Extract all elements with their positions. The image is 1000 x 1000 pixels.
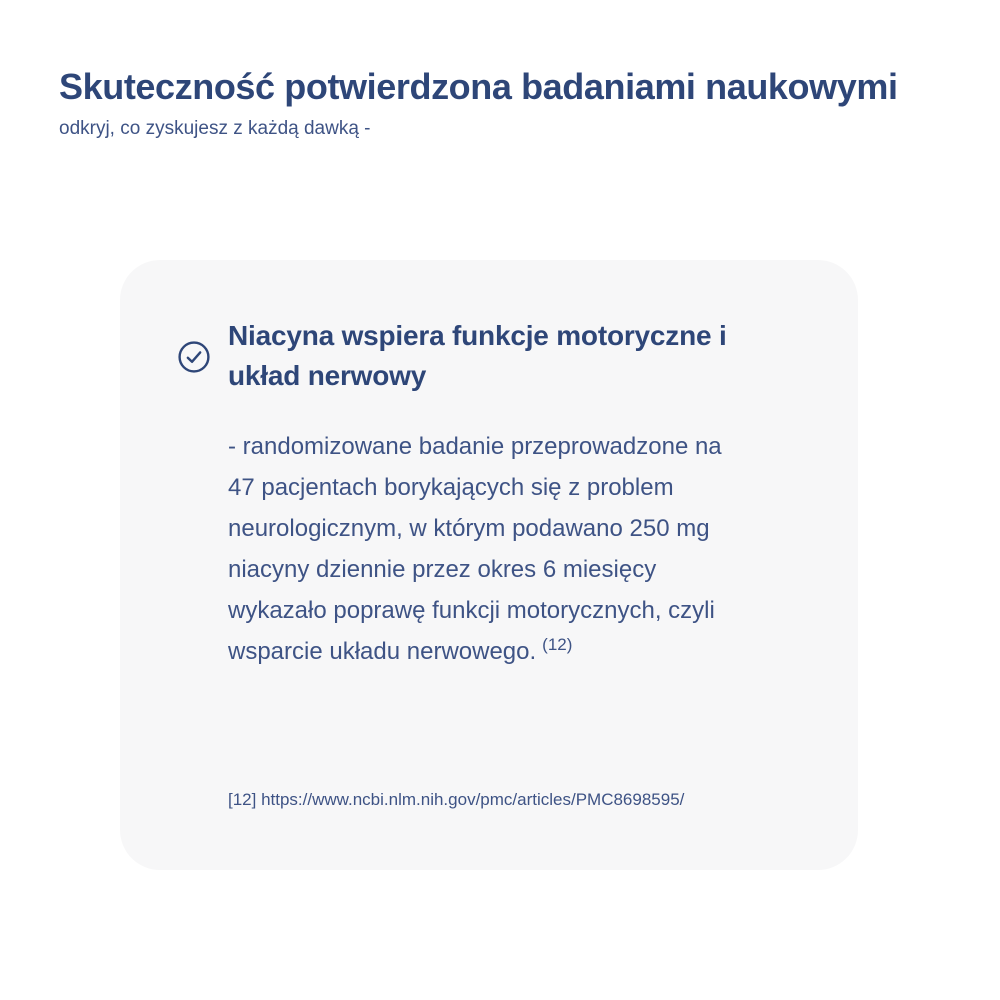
card-body (228, 426, 828, 672)
reference-marker: (12) (542, 635, 573, 654)
card-body-text: - randomizowane badanie przeprowadzone na 47 pacjentach borykających się z problem neurologicznym, w którym podawano 250 mg niacyny dziennie przez okres 6 miesięcy wykazało poprawę funkcji motorycznych, czyli wsparcie układu nerwowego. (228, 433, 722, 665)
citation-link[interactable]: [12] https://www.ncbi.nlm.nih.gov/pmc/articles/PMC8698595/ (228, 790, 685, 809)
check-circle-icon (177, 340, 211, 374)
study-card (120, 260, 858, 870)
card-title: Niacyna wspiera funkcje motoryczne i układ nerwowy (228, 320, 727, 391)
page-title: Skuteczność potwierdzona badaniami naukowymi (59, 66, 898, 107)
page-subtitle: odkryj, co zyskujesz z każdą dawką - (59, 118, 371, 139)
